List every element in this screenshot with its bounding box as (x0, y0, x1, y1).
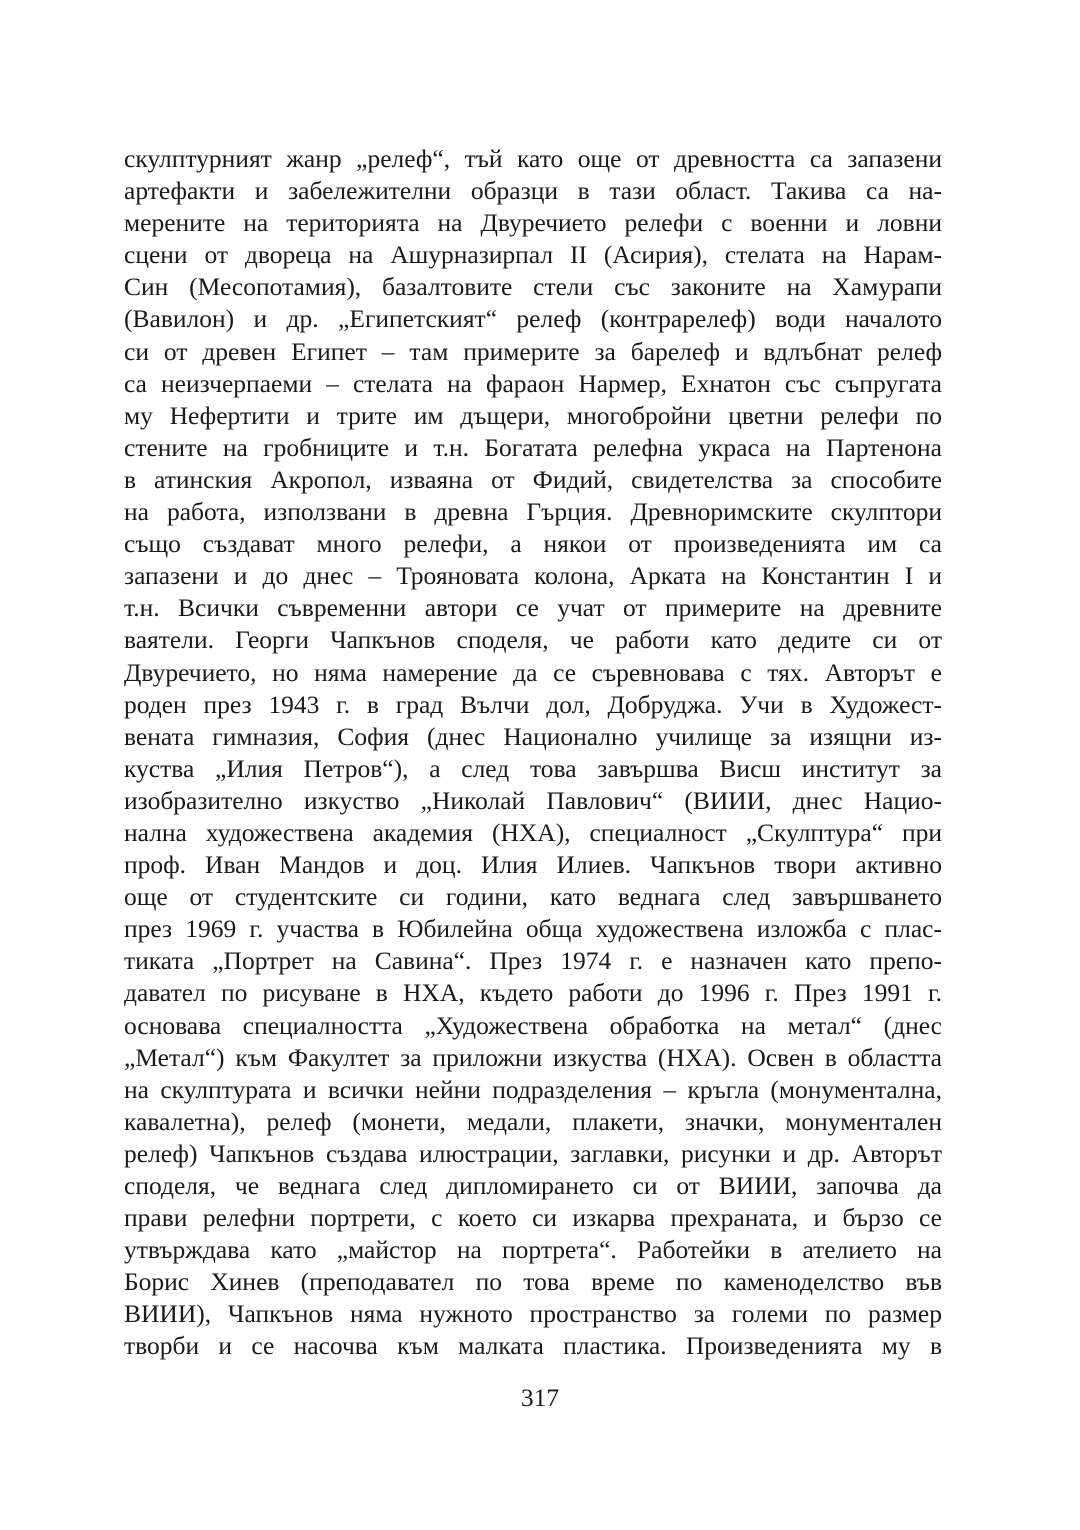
text-line: на скулптурата и всички нейни подразделения – кръгла (монументална, (124, 1074, 942, 1104)
text-line: изобразително изкуство „Николай Павлович“ (ВИИИ, днес Нацио- (124, 785, 942, 815)
text-line: нална художествена академия (НХА), специалност „Скулптура“ при (124, 817, 942, 847)
text-line: споделя, че веднага след дипломирането си от ВИИИ, започва да (124, 1171, 942, 1200)
text-line: т.н. Всички съвременни автори се учат от примерите на древните (124, 593, 942, 623)
text-line: ваятели. Георги Чапкънов споделя, че работи като дедите си от (124, 625, 942, 655)
text-line: проф. Иван Мандов и доц. Илия Илиев. Чапкънов твори активно (124, 850, 942, 880)
text-line: кавалетна), релеф (монети, медали, плакети, значки, монументален (124, 1106, 942, 1136)
text-line: ВИИИ), Чапкънов няма нужното пространство за големи по размер (124, 1299, 942, 1329)
text-line: на работа, използвани в древна Гърция. Древноримските скулптори (124, 497, 942, 527)
text-line: още от студентските си години, като веднага след завършването (124, 882, 942, 912)
text-line: Двуречието, но няма намерение да се съревновава с тях. Авторът е (124, 657, 942, 687)
text-line: вената гимназия, София (днес Национално училище за изящни из- (124, 721, 942, 751)
text-line: куства „Илия Петров“), а след това завършва Висш институт за (124, 753, 942, 783)
text-line: утвърждава като „майстор на портрета“. Работейки в ателието на (124, 1235, 942, 1265)
text-line: творби и се насочва към малката пластика. Произведенията му в (124, 1331, 942, 1361)
text-line: артефакти и забележителни образци в тази област. Такива са на- (124, 176, 942, 206)
text-line: Син (Месопотамия), базалтовите стели със законите на Хамурапи (124, 272, 942, 302)
text-line: са неизчерпаеми – стелата на фараон Нармер, Ехнатон със съпругата (124, 368, 942, 398)
text-line: основава специалността „Художествена обработка на метал“ (днес (124, 1010, 942, 1040)
text-line: също създават много релефи, а някои от произведенията им са (124, 529, 942, 559)
text-line: стените на гробниците и т.н. Богатата релефна украса на Партенона (124, 432, 942, 462)
text-line: релеф) Чапкънов създава илюстрации, заглавки, рисунки и др. Авторът (124, 1138, 942, 1168)
text-line: скулптурният жанр „релеф“, тъй като още от древността са запазени (124, 144, 942, 173)
text-line: през 1969 г. участва в Юбилейна обща художествена изложба с плас- (124, 914, 942, 944)
text-line: в атинския Акропол, изваяна от Фидий, свидетелства за способите (124, 464, 942, 494)
text-line: мерените на територията на Двуречието релефи с военни и ловни (124, 208, 942, 238)
text-line: си от древен Египет – там примерите за барелеф и вдлъбнат релеф (124, 336, 942, 366)
text-line: му Нефертити и трите им дъщери, многобройни цветни релефи по (124, 400, 942, 430)
page-number: 317 (520, 1383, 560, 1412)
text-line: сцени от двореца на Ашурназирпал II (Асирия), стелата на Нарам- (124, 240, 942, 270)
text-line: давател по рисуване в НХА, където работи до 1996 г. През 1991 г. (124, 978, 942, 1008)
text-line: „Метал“) към Факултет за приложни изкуства (НХА). Освен в областта (124, 1042, 942, 1072)
body-text (124, 143, 942, 1363)
text-line: прави релефни портрети, с което си изкарва прехраната, и бързо се (124, 1203, 942, 1233)
text-line: тиката „Портрет на Савина“. През 1974 г. е назначен като препо- (124, 946, 942, 976)
text-line: (Вавилон) и др. „Египетският“ релеф (контрарелеф) води началото (124, 304, 942, 334)
text-line: запазени и до днес – Трояновата колона, Арката на Константин I и (124, 561, 942, 591)
text-line: Борис Хинев (преподавател по това време по каменоделство във (124, 1267, 942, 1297)
text-line: роден през 1943 г. в град Вълчи дол, Добруджа. Учи в Художест- (124, 689, 942, 719)
